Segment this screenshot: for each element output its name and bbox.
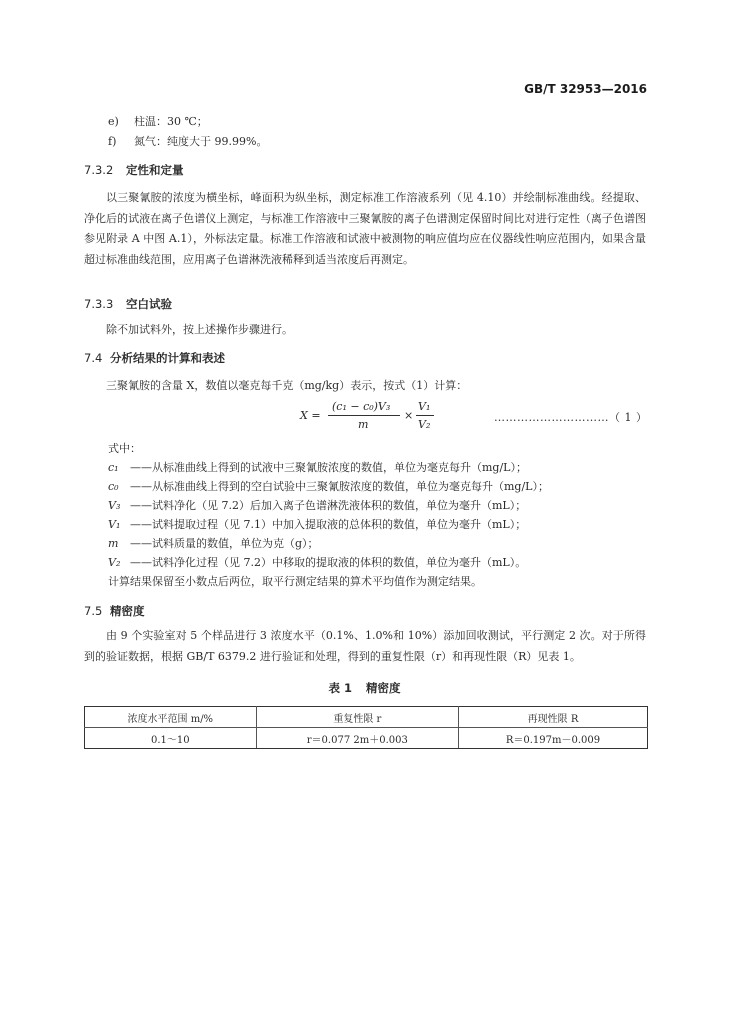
section-number: 7.3.3 <box>84 297 114 311</box>
section-7-5-heading <box>84 603 145 619</box>
section-number: 7.5 <box>84 604 103 618</box>
definition-symbol: V₃ <box>108 499 121 512</box>
definition-text: ——试料净化（见 7.2）后加入离子色谱淋洗液体积的数值，单位为毫升（mL）； <box>130 499 527 512</box>
condition-text: 氮气：纯度大于 99.99%。 <box>134 135 268 148</box>
definition-c1 <box>108 459 527 475</box>
header-reproducibility: 再现性限 R <box>459 707 648 728</box>
header-concentration: 浓度水平范围 m/% <box>85 707 257 728</box>
section-7-4-heading <box>84 350 225 366</box>
definition-text: ——试料提取过程（见 7.1）中加入提取液的总体积的数值，单位为毫升（mL）； <box>130 518 527 531</box>
table-label: 表 1 <box>328 681 352 695</box>
table-header-row <box>85 707 648 728</box>
section-number: 7.4 <box>84 351 103 365</box>
cell-repeatability: r＝0.077 2m＋0.003 <box>256 728 458 749</box>
table-caption <box>0 680 729 696</box>
section-7-5-body: 由 9 个实验室对 5 个样品进行 3 浓度水平（0.1%、1.0%和 10%）添加回收测试，平行测定 2 次。对于所得到的验证数据，根据 GB/T 6379.2 进行验证和处理，得到的重复性限（r）和再现性限（R）见表 1。 <box>84 629 646 663</box>
section-title: 精密度 <box>110 604 145 618</box>
condition-e <box>108 113 208 129</box>
definition-v1 <box>108 516 526 532</box>
definition-text: ——试料质量的数值，单位为克（g）； <box>130 537 319 550</box>
section-7-3-2-heading <box>84 162 184 178</box>
formula-denominator-2: V₂ <box>418 418 431 431</box>
standard-number: GB/T 32953—2016 <box>524 82 647 96</box>
table-title: 精密度 <box>366 681 401 695</box>
condition-f <box>108 133 267 149</box>
definition-symbol: c₀ <box>108 480 119 493</box>
section-title: 定性和定量 <box>126 163 184 177</box>
fraction-bar-2 <box>416 415 434 416</box>
condition-text: 柱温：30 ℃； <box>134 115 208 128</box>
section-7-3-3-body: 除不加试料外，按上述操作步骤进行。 <box>106 323 293 336</box>
result-note: 计算结果保留至小数点后两位，取平行测定结果的算术平均值作为测定结果。 <box>108 575 482 588</box>
precision-table <box>84 706 648 749</box>
definition-v3 <box>108 497 526 513</box>
definition-text: ——从标准曲线上得到的空白试验中三聚氰胺浓度的数值，单位为毫克每升（mg/L）； <box>130 480 549 493</box>
formula-1 <box>300 398 460 438</box>
cell-reproducibility: R＝0.197m－0.009 <box>459 728 648 749</box>
formula-lhs: X = <box>300 409 321 422</box>
definition-symbol: c₁ <box>108 461 119 474</box>
equation-number: …………………………（ 1 ） <box>494 411 648 424</box>
definition-text: ——从标准曲线上得到的试液中三聚氰胺浓度的数值，单位为毫克每升（mg/L）； <box>130 461 527 474</box>
table-row <box>85 728 648 749</box>
section-title: 分析结果的计算和表述 <box>110 351 225 365</box>
condition-marker: e) <box>108 115 119 128</box>
cell-concentration: 0.1～10 <box>85 728 257 749</box>
condition-marker: f) <box>108 135 117 148</box>
formula-times: × <box>404 409 414 422</box>
definition-text: ——试料净化过程（见 7.2）中移取的提取液的体积的数值，单位为毫升（mL）。 <box>130 556 527 569</box>
definition-symbol: m <box>108 537 119 550</box>
section-title: 空白试验 <box>126 297 172 311</box>
definition-symbol: V₁ <box>108 518 121 531</box>
section-7-3-3-heading <box>84 296 172 312</box>
formula-numerator-1: (c₁ − c₀)V₃ <box>332 400 391 413</box>
header-repeatability: 重复性限 r <box>256 707 458 728</box>
section-7-3-2-body: 以三聚氰胺的浓度为横坐标，峰面积为纵坐标，测定标准工作溶液系列（见 4.10）并绘制标准曲线。经提取、净化后的试液在离子色谱仪上测定，与标准工作溶液中三聚氰胺的离子色谱测定保留时间比对进行定性（离子色谱图参见附录 A 中图 A.1），外标法定量。标准工作溶液和试液中被测物的响应值均应在仪器线性响应范围内，如果含量超过标准曲线范围，应用离子色谱淋洗液稀释到适当浓度后再测定。 <box>84 191 646 266</box>
formula-denominator-1: m <box>358 418 369 431</box>
section-number: 7.3.2 <box>84 163 114 177</box>
definition-c0 <box>108 478 549 494</box>
section-7-4-intro: 三聚氰胺的含量 X，数值以毫克每千克（mg/kg）表示，按式（1）计算： <box>106 379 468 392</box>
fraction-bar-1 <box>328 415 400 416</box>
definition-symbol: V₂ <box>108 556 121 569</box>
formula-numerator-2: V₁ <box>418 400 431 413</box>
definition-m <box>108 535 319 551</box>
where-label: 式中： <box>108 442 141 455</box>
definition-v2 <box>108 554 526 570</box>
